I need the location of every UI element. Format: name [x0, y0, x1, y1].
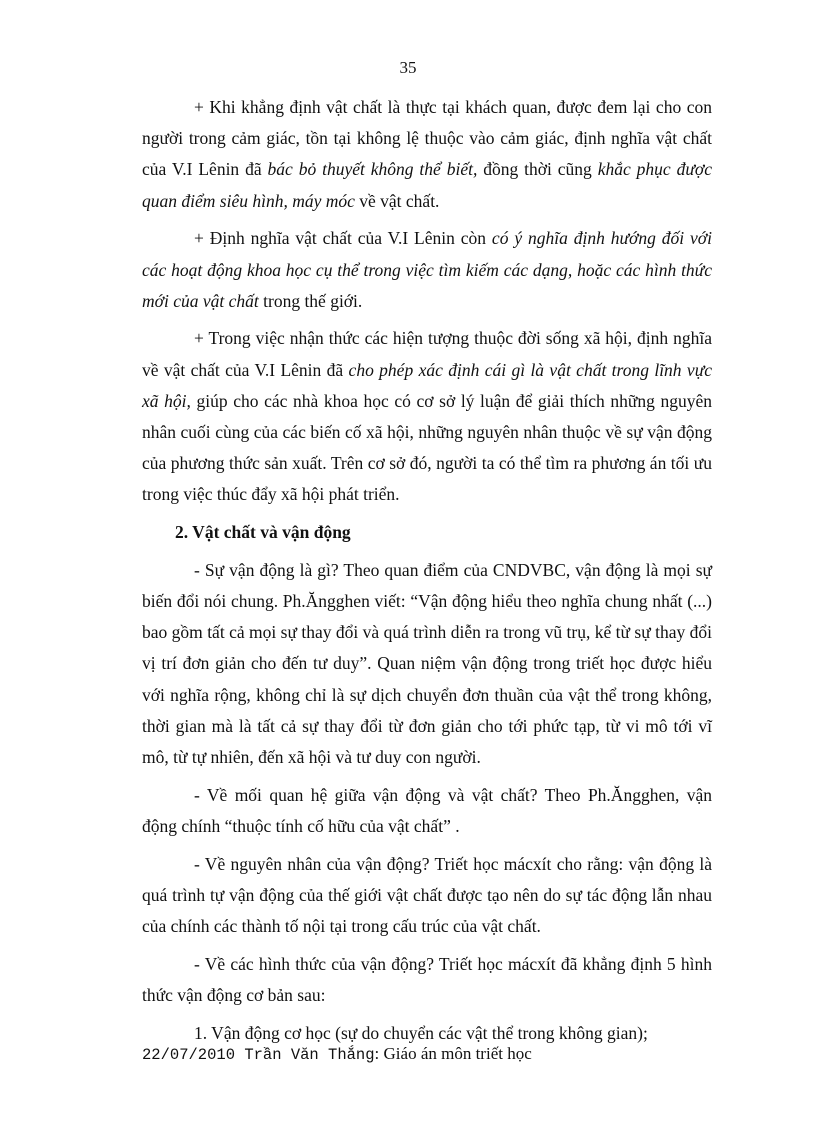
- section-heading: 2. Vật chất và vận động: [175, 522, 351, 543]
- text-span: trong thế giới.: [258, 290, 363, 311]
- footer-title: : Giáo án môn triết học: [374, 1044, 532, 1063]
- text-span: về vật chất.: [354, 190, 440, 211]
- text-span: + Trong việc nhận thức các hiện tượng thuộc đời sống xã hội, định nghĩa về vật chất của V.I Lênin đã: [142, 328, 712, 380]
- list-item-mechanical-motion: 1. Vận động cơ học (sự do chuyển các vật thể trong không gian);: [194, 1022, 648, 1043]
- text-span: giúp cho các nhà khoa học có cơ sở lý luận để giải thích những nguyên nhân cuối cùng của các biến cố xã hội, những nguyên nhân thuộc về sự vận động của phương thức sản xuất. Trên cơ sở đó, người ta có thể tìm ra phương án tối ưu trong việc thúc đẩy xã hội phát triển.: [142, 390, 712, 505]
- page-footer: [142, 1044, 532, 1064]
- italic-span: cho phép xác định cái gì là vật chất trong lĩnh vực xã hội,: [142, 359, 713, 411]
- paragraph-what-is-motion: - Sự vận động là gì? Theo quan điểm của CNDVBC, vận động là mọi sự biến đổi nói chung. Ph.Ăngghen viết: “Vận động hiểu theo nghĩa chung nhất (...) bao gồm tất cả mọi sự thay đổi và quá trình diễn ra trong vũ trụ, kể từ sự thay đổi vị trí đơn giản cho đến tư duy”. Quan niệm vận động trong triết học được hiểu với nghĩa rộng, không chỉ là sự dịch chuyển đơn thuần của vật thể trong không, thời gian mà là tất cả sự thay đổi từ đơn giản cho tới phức tạp, từ vi mô tới vĩ mô, từ tự nhiên, đến xã hội và tư duy con người.: [142, 559, 712, 768]
- italic-span: bác bỏ thuyết không thể biết,: [267, 159, 478, 180]
- paragraph-cause-of-motion: - Về nguyên nhân của vận động? Triết học mácxít cho rằng: vận động là quá trình tự vận động của thế giới vật chất được tạo nên do sự tác động lẫn nhau của chính các thành tố nội tại trong cấu trúc của vật chất.: [142, 853, 712, 937]
- text-span: + Định nghĩa vật chất của V.I Lênin còn: [194, 228, 492, 249]
- body-text: [142, 92, 712, 1055]
- italic-span: khắc phục được quan điểm siêu hình, máy móc: [142, 159, 712, 211]
- footer-date-author: 22/07/2010 Trần Văn Thắng: [142, 1046, 375, 1064]
- text-span: đồng thời cũng: [477, 159, 598, 180]
- page-number: 35: [399, 58, 417, 77]
- text-span: + Khi khẳng định vật chất là thực tại khách quan, được đem lại cho con người trong cảm giác, tồn tại không lệ thuộc vào cảm giác, định nghĩa vật chất của V.I Lênin đã: [142, 97, 712, 180]
- paragraph-orientation: [142, 223, 712, 317]
- paragraph-motion-matter-relation: - Về mối quan hệ giữa vận động và vật chất? Theo Ph.Ăngghen, vận động chính “thuộc tính cố hữu của vật chất” .: [142, 784, 712, 836]
- paragraph-social-life: [142, 323, 712, 510]
- italic-span: có ý nghĩa định hướng đối với các hoạt động khoa học cụ thể trong việc tìm kiếm các dạng, hoặc các hình thức mới của vật chất: [142, 228, 712, 311]
- paragraph-refute-agnosticism: [142, 92, 712, 217]
- paragraph-forms-of-motion: - Về các hình thức của vận động? Triết học mácxít đã khẳng định 5 hình thức vận động cơ bản sau:: [142, 953, 712, 1005]
